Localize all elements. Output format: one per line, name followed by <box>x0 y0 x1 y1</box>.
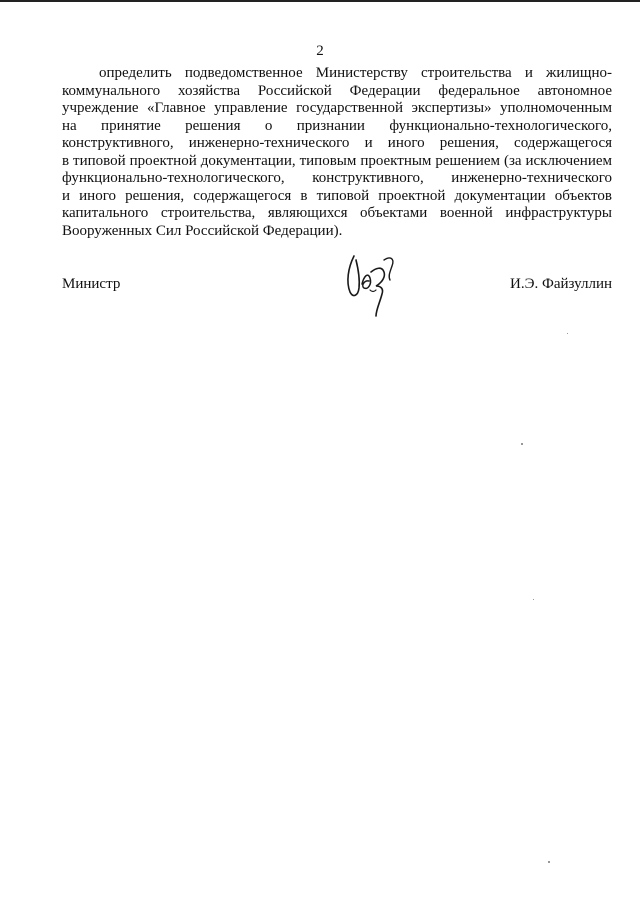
scan-speck <box>521 443 523 445</box>
scan-speck <box>533 599 534 600</box>
paragraph-line: и иного решения, содержащегося в типовой проектной документации объектов <box>62 187 612 204</box>
signatory-title: Министр <box>62 276 121 292</box>
signatory-name: И.Э. Файзуллин <box>510 276 612 292</box>
decree-paragraph <box>62 65 612 240</box>
signature-row <box>62 274 612 294</box>
paragraph-line: в типовой проектной документации, типовым проектным решением (за исключением <box>62 152 612 169</box>
paragraph-line: коммунального хозяйства Российской Федерации федеральное автономное <box>62 82 612 99</box>
paragraph-line: Вооруженных Сил Российской Федерации). <box>62 222 343 239</box>
paragraph-line: определить подведомственное Министерству строительства и жилищно- <box>99 65 612 81</box>
page-top-border <box>0 0 640 2</box>
handwritten-signature <box>340 246 400 318</box>
scan-speck <box>567 333 568 334</box>
scan-speck <box>548 861 550 863</box>
page-number: 2 <box>316 43 324 59</box>
paragraph-line: на принятие решения о признании функционально-технологического, <box>62 117 612 134</box>
paragraph-line: конструктивного, инженерно-технического и иного решения, содержащегося <box>62 135 612 151</box>
paragraph-line: капитального строительства, являющихся объектами военной инфраструктуры <box>62 205 612 221</box>
paragraph-line: учреждение «Главное управление государственной экспертизы» уполномоченным <box>62 100 612 116</box>
paragraph-line: функционально-технологического, конструктивного, инженерно-технического <box>62 170 612 186</box>
